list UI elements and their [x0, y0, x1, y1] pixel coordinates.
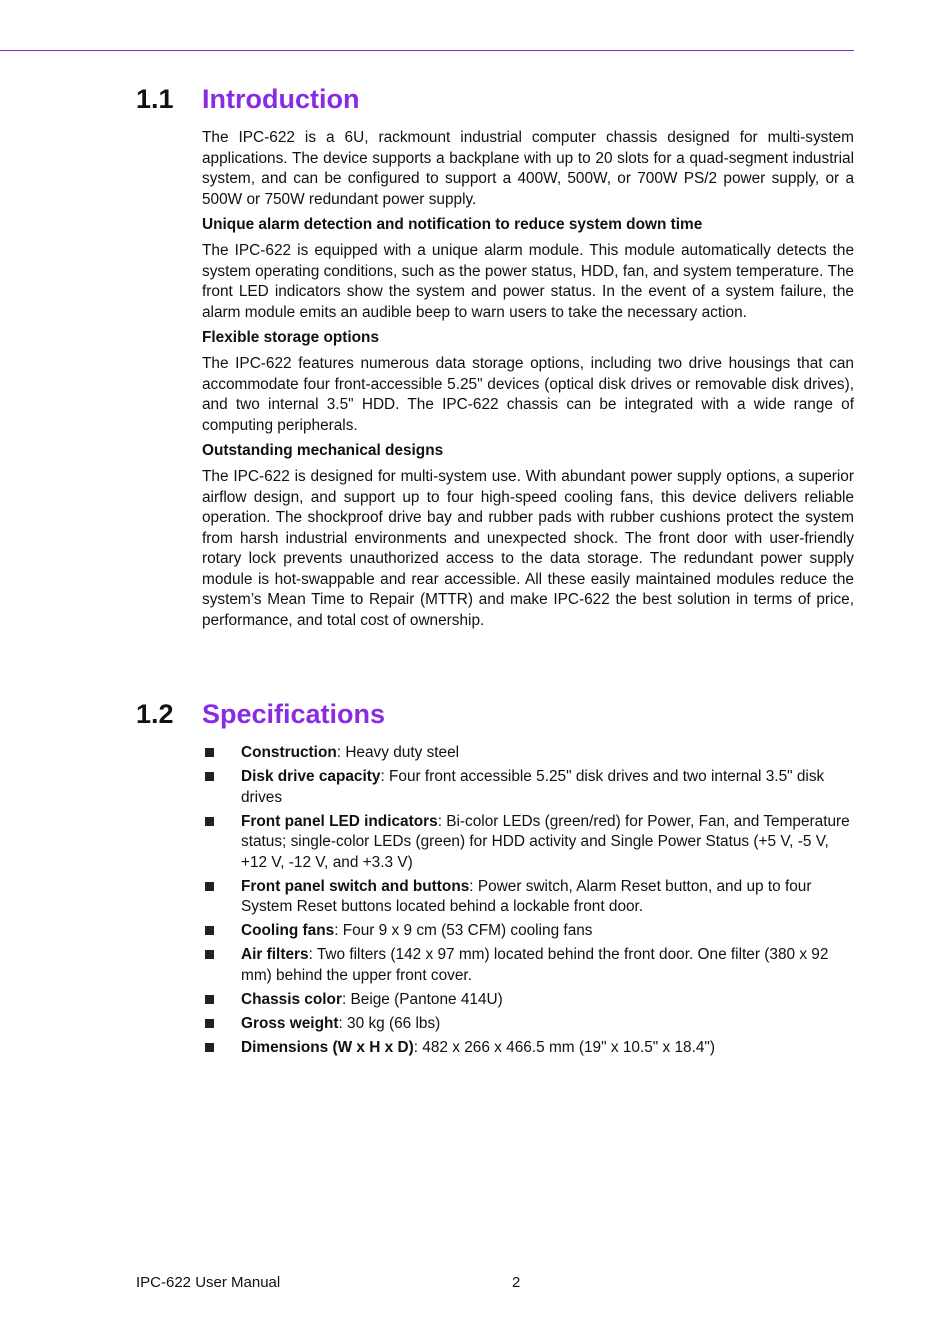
- footer-manual-title: IPC-622 User Manual: [136, 1274, 281, 1291]
- spec-item: [202, 921, 854, 942]
- spec-value: : Heavy duty steel: [336, 744, 460, 761]
- spec-label: Front panel LED indicators: [241, 812, 438, 830]
- subheading-mechanical: Outstanding mechanical designs: [202, 442, 444, 460]
- square-bullet-icon: [205, 950, 214, 959]
- spec-item: [202, 1038, 854, 1059]
- section-title: Specifications: [202, 699, 386, 729]
- spec-item: [202, 743, 854, 764]
- square-bullet-icon: [205, 817, 214, 826]
- spec-item: [202, 812, 854, 874]
- spec-item: [202, 1014, 854, 1035]
- spec-label: Air filters: [241, 946, 309, 964]
- section-number: 1.2: [136, 699, 174, 729]
- alarm-paragraph: The IPC-622 is equipped with a unique alarm module. This module automatically detects the system operating conditions, such as the power status, HDD, fan, and system temperature. The front LED indicators show the system and power status. In the event of a system failure, the alarm module emits an audible beep to warn users to take the necessary action.: [202, 241, 854, 321]
- spec-item: [202, 945, 854, 986]
- header-rule: [0, 50, 854, 51]
- spec-label: Dimensions (W x H x D): [241, 1038, 414, 1056]
- spec-value: : Two filters (142 x 97 mm) located behind the front door. One filter (380 x 92 mm) behind the upper front cover.: [241, 946, 829, 984]
- spec-value: : Four 9 x 9 cm (53 CFM) cooling fans: [334, 922, 593, 940]
- spec-value: : Beige (Pantone 414U): [341, 990, 503, 1008]
- storage-paragraph: The IPC-622 features numerous data storage options, including two drive housings that can accommodate four front-accessible 5.25" devices (optical disk drives or removable disk drives), and two internal 3.5" HDD. The IPC-622 chassis can be integrated with a wide range of computing peripherals.: [202, 354, 854, 434]
- section-number: 1.1: [136, 84, 174, 114]
- spec-label: Cooling fans: [241, 922, 335, 940]
- mechanical-paragraph: The IPC-622 is designed for multi-system use. With abundant power supply options, a superior airflow design, and support up to four high-speed cooling fans, this device delivers reliable operation. The shockproof drive bay and rubber pads with rubber cushions protect the system from harsh industrial environments and unexpected shock. The front door with user-friendly rotary lock prevents unauthorized access to the data storage. The redundant power supply module is hot-swappable and rear accessible. All these easily maintained modules reduce the system’s Mean Time to Repair (MTTR) and make IPC-622 the best solution in terms of price, performance, and total cost of ownership.: [202, 467, 854, 630]
- section-title: Introduction: [202, 84, 360, 114]
- square-bullet-icon: [205, 926, 214, 935]
- specifications-list: [202, 743, 854, 1062]
- square-bullet-icon: [205, 748, 214, 757]
- spec-value: : Four front accessible 5.25" disk drives and two internal 3.5" disk drives: [241, 767, 825, 806]
- spec-value: : 30 kg (66 lbs): [338, 1014, 441, 1032]
- introduction-body: [202, 128, 854, 637]
- square-bullet-icon: [205, 772, 214, 781]
- spec-label: Chassis color: [241, 990, 342, 1008]
- spec-label: Construction: [241, 744, 337, 761]
- square-bullet-icon: [205, 882, 214, 891]
- spec-item: [202, 877, 854, 918]
- spec-label: Front panel switch and buttons: [241, 877, 470, 895]
- footer-page-number: 2: [512, 1274, 521, 1291]
- spec-value: : Power switch, Alarm Reset button, and up to four System Reset buttons located behind a lockable front door.: [241, 877, 812, 916]
- square-bullet-icon: [205, 1043, 214, 1052]
- spec-value: : 482 x 266 x 466.5 mm (19" x 10.5" x 18.4"): [413, 1038, 716, 1056]
- spec-label: Gross weight: [241, 1014, 339, 1032]
- square-bullet-icon: [205, 995, 214, 1004]
- spec-value: : Bi-color LEDs (green/red) for Power, Fan, and Temperature status; single-color LEDs (green) for HDD activity and Single Power Status (+5 V, -5 V, +12 V, -12 V, and +3.3 V): [241, 812, 850, 871]
- spec-label: Disk drive capacity: [241, 767, 381, 785]
- spec-item: [202, 990, 854, 1011]
- intro-paragraph: The IPC-622 is a 6U, rackmount industrial computer chassis designed for multi-system applications. The device supports a backplane with up to 20 slots for a quad-segment industrial system, and can be configured to support a 400W, 500W, or 700W PS/2 power supply, or a 500W or 750W redundant power supply.: [202, 129, 854, 208]
- square-bullet-icon: [205, 1019, 214, 1028]
- subheading-storage: Flexible storage options: [202, 329, 380, 347]
- subheading-alarm: Unique alarm detection and notification to reduce system down time: [202, 216, 703, 234]
- spec-item: [202, 767, 854, 808]
